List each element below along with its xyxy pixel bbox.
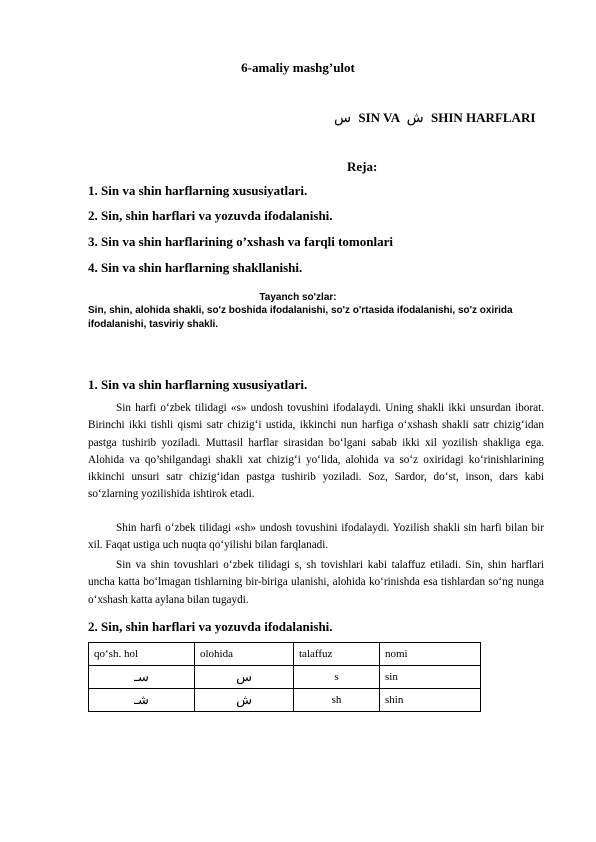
section-1-heading: 1. Sin va shin harflarning xususiyatlari. [88, 377, 308, 392]
table-header-cell: talaffuz [294, 643, 380, 666]
paragraph-pronunciation [88, 557, 544, 609]
table-header-cell: olohida [195, 643, 294, 666]
paragraph-pronunciation-text: Sin va shin tovushlari o‘zbek tilidagi s, sh tovishlari kabi talaffuz etiladi. Sin, shin harflari uncha katta bo‘lmagan tishlarning bir-biriga ulanishi, alohida ko‘rinishda esa tishlardan so‘ng nunga o‘xshash katta aylana bilan tugaydi. [88, 559, 544, 606]
section-2-heading: 2. Sin, shin harflari va yozuvda ifodalanishi. [88, 619, 333, 634]
table-cell-name: sin [380, 666, 481, 689]
table-cell-isolated: ش [195, 689, 294, 712]
plan-item-1: 1. Sin va shin harflarning xususiyatlari. [88, 183, 308, 198]
table-cell-pronunciation: s [294, 666, 380, 689]
paragraph-shin-text: Shin harfi o‘zbek tilidagi «sh» undosh tovushini ifodalaydi. Yozilish shakli sin harfi bilan bir xil. Faqat ustiga uch nuqta qo‘yilishi bilan farqlanadi. [88, 522, 544, 552]
subtitle-text-mid: SIN VA [358, 110, 400, 125]
table-cell-isolated: س [195, 666, 294, 689]
plan-item-4: 4. Sin va shin harflarning shakllanishi. [88, 260, 303, 275]
table-header-cell: qo‘sh. hol [89, 643, 195, 666]
keywords-text: Sin, shin, alohida shakli, so'z boshida ifodalanishi, so'z o'rtasida ifodalanishi, so'z oxirida ifodalanishi, tasviriy shakli. [88, 305, 513, 330]
table-header-cell: nomi [380, 643, 481, 666]
plan-heading: Reja: [347, 159, 378, 174]
lesson-subtitle [330, 110, 535, 127]
paragraph-sin [88, 400, 544, 504]
letter-forms-table [88, 642, 481, 712]
paragraph-shin [88, 520, 544, 555]
table-cell-joined: سـ [89, 666, 195, 689]
table-header-row [89, 643, 481, 666]
plan-item-3: 3. Sin va shin harflarining o’xshash va farqli tomonlari [88, 234, 393, 249]
paragraph-sin-text: Sin harfi o‘zbek tilidagi «s» undosh tovushini ifodalaydi. Uning shakli ikki unsurdan iborat. Birinchi ikki tishli qismi satr chizig‘i ustida, ikkinchi nun harfiga o‘xshash shakli satr chizig‘idan pastga tushirib yoziladi. Muttasil harflar sirasidan bo‘lgani sabab ikki xil yozilish shakliga ega. Alohida va qo’shilgandagi shakli xat chizig‘i yo‘lida, alohida va so‘z oxiridagi ko‘rinishlarining ikkinchi unsuri satr chizig‘idan pastga tushirib yoziladi. Soz, Sardor, do‘st, inson, dars kabi so‘zlarning yozilishida ishtirok etadi. [88, 402, 544, 501]
subtitle-arabic-shin: ش [406, 111, 424, 126]
page-title: 6-amaliy mashg’ulot [241, 60, 355, 75]
table-cell-name: shin [380, 689, 481, 712]
plan-item-2: 2. Sin, shin harflari va yozuvda ifodalanishi. [88, 208, 333, 223]
table-cell-joined: شـ [89, 689, 195, 712]
table-row [89, 689, 481, 712]
table-cell-pronunciation: sh [294, 689, 380, 712]
subtitle-text-end: SHIN HARFLARI [431, 110, 536, 125]
keywords-heading: Tayanch so'zlar: [259, 292, 337, 303]
subtitle-arabic-sin: س [334, 111, 352, 126]
table-row [89, 666, 481, 689]
